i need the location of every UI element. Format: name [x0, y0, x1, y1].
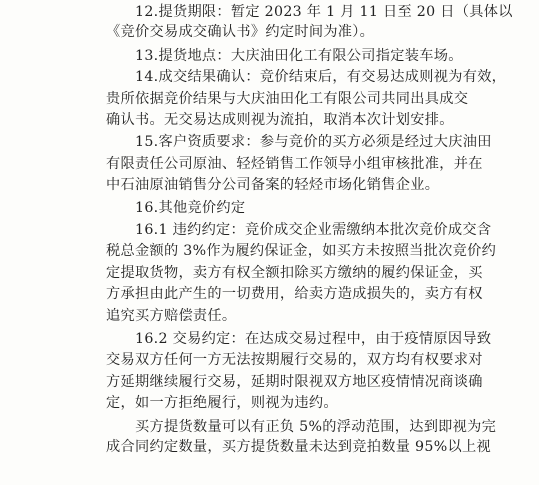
text-line: 方延期继续履行交易，延期时限视双方地区疫情情况商谈确: [106, 373, 483, 390]
text-line: 《竞价交易成交确认书》约定时间为准）。: [106, 24, 375, 41]
text-line: 方承担由此产生的一切费用，给卖方造成损失的，卖方有权: [106, 286, 483, 303]
text-line: 贵所依据竞价结果与大庆油田化工有限公司共同出具成交: [106, 90, 469, 107]
text-line: 有限责任公司原油、轻烃销售工作领导小组审核批准，并在: [106, 155, 483, 172]
text-line: 14.成交结果确认：竞价结束后，有交易达成则视为有效，: [135, 69, 507, 86]
text-line: 交易双方任何一方无法按期履行交易的，双方均有权要求对: [106, 352, 483, 369]
text-line: 15.客户资质要求：参与竞价的买方必须是经过大庆油田: [135, 134, 492, 151]
text-line: 13.提货地点：大庆油田化工有限公司指定装车场。: [135, 47, 463, 64]
text-line: 确认书。无交易达成则视为流拍，取消本次计划安排。: [106, 112, 454, 128]
text-line: 16.2 交易约定：在达成交易过程中，由于疫情原因导致: [135, 331, 492, 347]
text-line: 中石油原油销售分公司备案的轻烃市场化销售企业。: [106, 177, 440, 194]
section-heading: 16.其他竞价约定: [135, 199, 246, 216]
text-line: 买方提货数量可以有正负 5%的浮动范围，达到即视为完: [135, 418, 497, 435]
text-line: 追究买方赔偿责任。: [106, 307, 237, 324]
text-line: 12.提货期限：暂定 2023 年 1 月 11 日至 20 日（具体以: [135, 4, 513, 20]
text-line: 定提取货物，卖方有权全额扣除买方缴纳的履约保证金，买: [106, 264, 483, 281]
text-line: 16.1 违约约定：竞价成交企业需缴纳本批次竞价成交含: [135, 222, 492, 238]
text-line: 定，如一方拒绝履行，则视为违约。: [106, 395, 338, 412]
text-line: 成合同约定数量，买方提货数量未达到竞拍数量 95%以上视: [106, 439, 491, 455]
text-line: 税总金额的 3%作为履约保证金，如买方未按照当批次竞价约: [106, 243, 497, 260]
